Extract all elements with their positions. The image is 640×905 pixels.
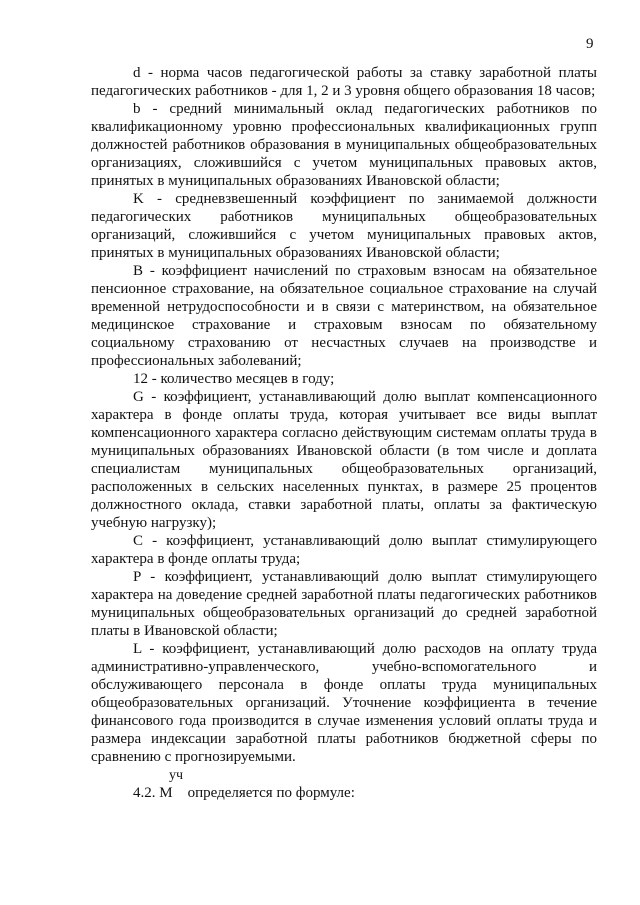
formula-intro-line: 4.2. M определяется по формуле: [133,785,355,801]
page-number: 9 [586,36,594,52]
document-body [91,64,597,802]
paragraph-p-definition: P - коэффициент, устанавливающий долю выплат стимулирующего характера на доведение средней заработной платы педагогических работников муниципальных общеобразовательных организаций до средней заработной платы в Ивановской области; [91,569,597,639]
paragraph-k-definition: K - средневзвешенный коэффициент по занимаемой должности педагогических работников муниципальных общеобразовательных организаций, сложившийся с учетом муниципальных правовых актов, принятых в муниципальных образованиях Ивановской области; [91,191,597,261]
paragraph-b-insurance-definition: B - коэффициент начислений по страховым взносам на обязательное пенсионное страхование, на обязательное социальное страхование на случай временной нетрудоспособности и в связи с материнством, на обязательное медицинское страхование и страховым взносам по обязательному социальному страхованию от несчастных случаев на производстве и профессиональных заболеваний; [91,263,597,369]
paragraph-d-definition: d - норма часов педагогической работы за ставку заработной платы педагогических работников - для 1, 2 и 3 уровня общего образования 18 часов; [91,65,597,99]
paragraph-c-definition: C - коэффициент, устанавливающий долю выплат стимулирующего характера в фонде оплаты труда; [91,533,597,567]
paragraph-12-months: 12 - количество месяцев в году; [133,371,335,387]
paragraph-b-definition: b - средний минимальный оклад педагогических работников по квалификационному уровню профессиональных квалификационных групп должностей работников образования в муниципальных общеобразовательных организациях, сложившийся с учетом муниципальных правовых актов, принятых в муниципальных образованиях Ивановской области; [91,101,597,189]
paragraph-g-definition: G - коэффициент, устанавливающий долю выплат компенсационного характера в фонде оплаты труда, которая учитывает все виды выплат компенсационного характера согласно действующим системам оплаты труда в муниципальных образованиях Ивановской области (в том числе и доплата специалистам муниципальных общеобразовательных организаций, расположенных в сельских населенных пунктах, в размере 25 процентов должностного оклада, ставки заработной платы, оплаты за фактическую учебную нагрузку); [91,389,597,531]
paragraph-l-definition: L - коэффициент, устанавливающий долю расходов на оплату труда административно-управленческого, учебно-вспомогательного и обслуживающего персонала в фонде оплаты труда муниципальных общеобразовательных организаций. Уточнение коэффициента в течение финансового года производится в случае изменения условий оплаты труда и размера индексации заработной платы работников бюджетной сферы по сравнению с прогнозируемыми. [91,641,597,765]
formula-superscript: уч [169,768,184,783]
